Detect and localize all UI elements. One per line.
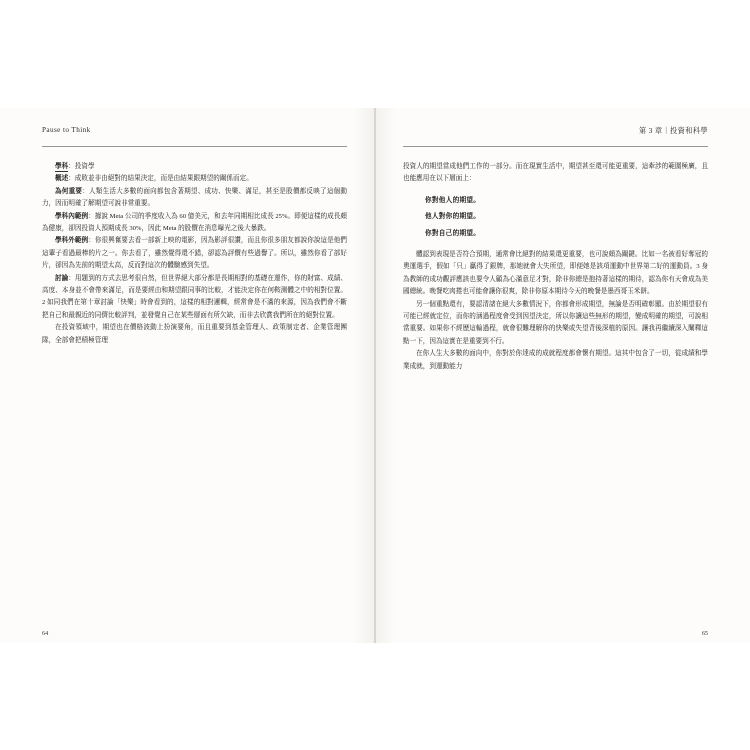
expectations-list [403, 195, 708, 240]
left-running-head-text: Pause to Think [42, 126, 91, 134]
left-page [0, 108, 375, 643]
left-page-number: 64 [42, 630, 49, 637]
right-running-head-text: 第 3 章｜投資和科學 [638, 127, 708, 135]
right-paragraph-2: 另一個重點還有，要認清諸在絕大多數情況下，你都會形成期望，無論是否明確彰顯。由於期望很有可能已經就定位，而你的涵過程度會受到因望決定，所以你讓這些無形的期望，變成明確的期望，可說相當重要。如果你不經歷這輪過程，就會很難理解你的快樂或失望背後深植的原因。讓我再繼續深入闡釋這點一下，因為這實在是重要到不行。 [403, 300, 708, 345]
left-closing-paragraph: 在投資領域中，期望也在價格波動上扮演要角，而且重要到基金管理人、政策制定者、企業管理團隊，全部會把積極管理 [42, 324, 347, 344]
right-paragraph-1: 體認到表現是否符合預期，通常會比絕對的結果還更重要，也可說頗為關鍵。比如一名被看好奪冠的奧運選手，假如「只」贏得了銀牌，那她就會大失所望，即便她是該項運動中世界第二好的運動員。3 身為教師的成功觀評應該也要令人顧為心滿意足才對，除非你總是抱持著這樣的期待，認為你有天會成為美國總統。晚餐吃肉捲也可能會讓你很爽，除非你原本期待今天的晚餐是墨西哥玉米餅。 [403, 251, 708, 296]
entry-discussion-label: 討論 [55, 274, 69, 282]
entry-out-discipline-example-text: ：你很興奮要去看一部新上映的電影，因為影評很讚，而且你很多朋友都說你說這是他們這輩子看過最棒的片之一。你去看了，雖然覺得還不錯，卻認為評價有些過譽了。所以，雖然你看了部好片，卻因為先前的期望太高，反而對這次的體驗感到失望。 [42, 237, 347, 270]
left-header-rule [42, 146, 347, 147]
entry-discussion-text: ：用題到的方式去思考很自然，但世界絕大部分都是長期相對的基礎在運作，你的財富、成績、高度、本身並不會帶來滿足，而是要經由和期望跟同事的比較，才能決定你在何鞍測體之中的相對位置。2 如同我們在第十章討論「快樂」時會看到的，這樣的相對邏輯，經常會是不滿的來源，因為我們會不斷把自己和最親近的同儕比較評判，並發覺自己在某些層面有所欠缺，而非去欣賞我們所在的絕對位置。 [42, 274, 348, 319]
book-gutter [374, 108, 376, 643]
right-paragraph-3: 在你人生大多數的面向中，你對於你達成的成就程度都會懷有期望。這其中包含了一切，從成績和學業成就，到運動能力 [403, 350, 708, 370]
right-opening-paragraph: 投資人的期望當成他們工作的一部分。而在現實生活中，期望甚至還可能更重要，這牽涉的範圍極廣，且也能應用在以下層面上： [403, 163, 708, 183]
expectation-item-2: 他人對你的期望。 [425, 213, 481, 221]
discipline-heading-label: 學科 [55, 163, 69, 170]
entry-importance-text: ：人類生活大多數的面向都包含著期望、成功、快樂、滿足，甚至是股價都反映了這個動力，因而明確了解期望可說非常重要。 [42, 187, 348, 208]
discipline-heading-value: ：投資學 [68, 163, 95, 170]
expectation-item-1: 你對他人的期望。 [425, 196, 481, 204]
entry-importance-label: 為何重要 [55, 187, 83, 195]
discipline-heading [42, 161, 347, 173]
left-body-column [42, 161, 347, 347]
right-running-head [403, 126, 708, 136]
right-page-number: 65 [701, 630, 708, 637]
entry-overview [42, 173, 347, 185]
entry-overview-text: ：成敗並非由絕對的結果決定，而是由結果跟期望的關係而定。 [68, 175, 253, 183]
right-header-rule [403, 146, 708, 147]
entry-importance [42, 186, 347, 211]
entry-in-discipline-example-label: 學科內範例 [55, 212, 89, 220]
left-running-head [42, 126, 347, 136]
right-body-column [403, 161, 708, 373]
entry-discussion [42, 273, 347, 323]
entry-in-discipline-example-text: ：據說 Meta 公司的季度收入為 60 億美元，和去年同期相比成長 25%。即便這樣的成長頗為健康，卻因投資人預期成長 30%，因此 Meta 的股價在消息曝光之後大暴跌。 [42, 212, 347, 233]
entry-out-discipline-example [42, 235, 347, 272]
entry-overview-label: 概述 [55, 175, 69, 183]
entry-in-discipline-example [42, 211, 347, 236]
right-page [375, 108, 750, 643]
entry-out-discipline-example-label: 學科外範例 [55, 237, 89, 245]
expectation-item-3: 你對自己的期望。 [425, 229, 481, 237]
